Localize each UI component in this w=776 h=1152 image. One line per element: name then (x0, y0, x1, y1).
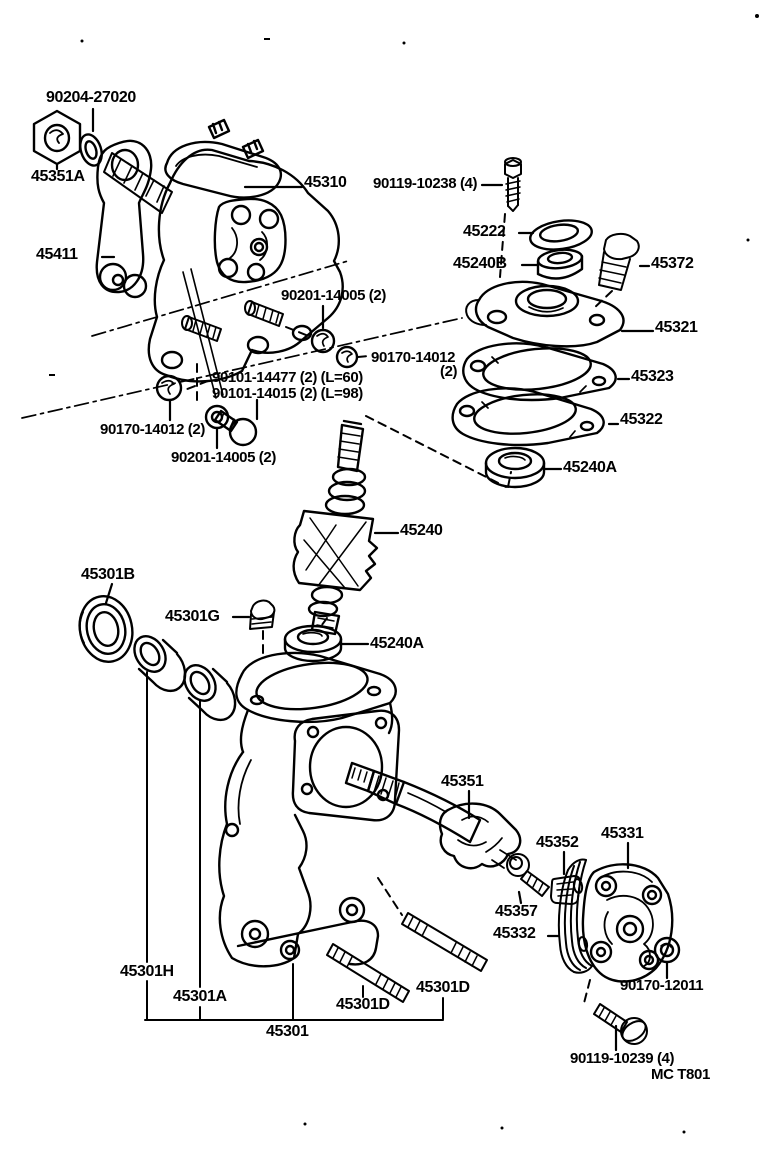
part-label-45301B: 45301B (81, 566, 135, 583)
part-label-45301H: 45301H (120, 963, 174, 980)
stud-45301D-left-drawing (327, 944, 409, 1002)
part-label-45301D-right: 45301D (416, 979, 470, 996)
part-label-90170-14012-right-qty: (2) (440, 363, 458, 380)
gasket-45322-drawing (453, 388, 604, 445)
sector-shaft-nut-drawing (34, 111, 80, 169)
cover-plate-45321-drawing (466, 282, 623, 347)
part-label-45372: 45372 (651, 255, 694, 272)
bushing-45301H-drawing (128, 630, 185, 690)
part-label-90170-14012-left: 90170-14012 (2) (100, 421, 205, 438)
part-label-45332: 45332 (493, 925, 536, 942)
part-label-45310: 45310 (304, 174, 347, 191)
part-label-90119-10238: 90119-10238 (4) (373, 175, 478, 192)
part-label-45240A-upper: 45240A (563, 459, 617, 476)
bearing-45240A-lower-drawing (285, 626, 368, 661)
part-label-45357: 45357 (495, 903, 538, 920)
seal-45222-drawing (528, 217, 593, 253)
bottom-bolt-drawing (594, 1004, 649, 1050)
stud-45301D-right-drawing (402, 913, 487, 971)
part-label-45321: 45321 (655, 319, 698, 336)
part-label-45411: 45411 (36, 246, 78, 263)
part-label-90119-10239: 90119-10239 (4) (570, 1050, 675, 1067)
part-label-90170-14012-right: 90170-14012 (371, 349, 456, 366)
part-label-45322: 45322 (620, 411, 663, 428)
part-label-45351: 45351 (441, 773, 484, 790)
pitman-arm-drawing (97, 141, 151, 297)
part-label-45301A: 45301A (173, 988, 227, 1005)
part-label-90201-14005-bottom: 90201-14005 (2) (171, 449, 276, 466)
bracket-bolts-drawing (182, 301, 283, 341)
steering-gear-assembly-drawing (149, 120, 343, 398)
part-label-90101-14477: 90101-14477 (2) (L=60) (212, 369, 363, 386)
part-label-45323: 45323 (631, 368, 674, 385)
plug-45372-drawing (599, 234, 639, 290)
part-label-45351A: 45351A (31, 168, 85, 185)
gasket-45332-drawing (548, 859, 592, 972)
part-label-90201-14005-top: 90201-14005 (2) (281, 287, 386, 304)
lock-washer-drawing (77, 109, 106, 168)
part-label-45331: 45331 (601, 825, 644, 842)
part-label-45301: 45301 (266, 1023, 309, 1040)
seal-45301B-drawing (74, 584, 139, 667)
part-label-90204-27020: 90204-27020 (46, 89, 136, 106)
part-label-45352: 45352 (536, 834, 579, 851)
part-label-90170-12011: 90170-12011 (620, 977, 704, 994)
gasket-45323-drawing (463, 343, 615, 400)
part-label-45240: 45240 (400, 522, 443, 539)
drawing-code-label: MC T801 (651, 1066, 710, 1083)
end-cover-45331-drawing (583, 843, 672, 982)
part-label-45301D-left: 45301D (336, 996, 390, 1013)
nut-90170-12011-drawing (655, 938, 679, 978)
part-label-45222: 45222 (463, 223, 506, 240)
sector-shaft-45351-drawing (346, 763, 520, 868)
top-bolt-drawing (505, 158, 521, 211)
gear-housing-45301-drawing (219, 653, 399, 966)
spacer-45240B-drawing (537, 248, 583, 279)
worm-shaft-45240-drawing (294, 421, 377, 634)
bolt-45357-drawing (507, 854, 549, 903)
plug-45301G-drawing (233, 601, 274, 629)
part-label-45240B: 45240B (453, 255, 507, 272)
part-label-45240A-lower: 45240A (370, 635, 424, 652)
bushing-45301A-drawing (178, 659, 235, 719)
part-label-45301G: 45301G (165, 608, 220, 625)
part-label-90101-14015: 90101-14015 (2) (L=98) (212, 385, 363, 402)
